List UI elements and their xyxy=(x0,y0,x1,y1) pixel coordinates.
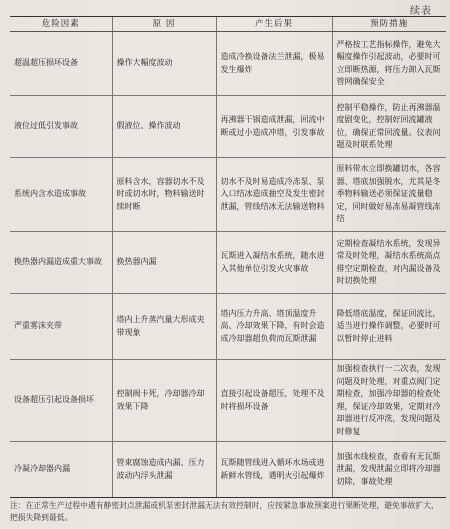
table-row xyxy=(10,232,446,294)
header-consequence: 产生后果 xyxy=(216,17,332,32)
row-factor: 超温超压损坏设备 xyxy=(10,32,112,96)
row-consequence: 瓦斯随管线进入循环水场或进新鲜水管线，遇明火引起爆炸 xyxy=(216,442,332,498)
row-prevention: 加强水线检查，查看有无瓦斯泄漏，发现泄漏立即将冷却器切除，事故处理 xyxy=(332,442,446,498)
row-consequence: 瓦斯进入凝结水系统，随水进入其他单位引发火灾事故 xyxy=(216,232,332,294)
row-factor: 液位过低引发事故 xyxy=(10,96,112,158)
continued-label: 续表 xyxy=(410,6,432,17)
footnote: 注：在正常生产过程中遇有静密封点泄漏或机泵密封泄漏无法有效控制时，应按紧急事故预案进行果断处理，避免事故扩大，把损失降到最低。 xyxy=(10,501,439,522)
table-row xyxy=(10,96,446,158)
row-cause: 控制阀卡死，冷却器冷却效果下降 xyxy=(112,360,216,442)
row-prevention: 严格按工艺指标操作，避免大幅度操作引起波动，必要时可立即断热源，将压力卸入瓦斯管网确保安全 xyxy=(332,32,446,96)
header-cause: 原 因 xyxy=(112,17,216,32)
row-cause: 管束腐蚀造成内漏、压力波动内浮头泄漏 xyxy=(112,442,216,498)
row-factor: 换热器内漏造成重大事故 xyxy=(10,232,112,294)
row-cause: 换热器内漏 xyxy=(112,232,216,294)
table-row xyxy=(10,158,446,232)
table-header-row xyxy=(10,17,446,32)
row-prevention: 定期检查凝结水系统，发现异常及时处理，凝结水系统高点排空定期检查，对内漏设备及时切换处理 xyxy=(332,232,446,294)
row-prevention: 原料带水立即换罐切水，各容器、塔底加强脱水，尤其是冬季物料输送必须保证流量稳定，同时做好易冻易凝管线冻结 xyxy=(332,158,446,232)
row-cause: 假液位、操作波动 xyxy=(112,96,216,158)
table-row xyxy=(10,360,446,442)
row-consequence: 切水不及时易造成冷冻泵、泵入口结冰造成抽空及发生密封泄漏，管线结冰无法输送物料 xyxy=(216,158,332,232)
table-row xyxy=(10,32,446,96)
row-factor: 系统内含水造成事故 xyxy=(10,158,112,232)
row-cause: 原料含水，容器切水不及时或切水时，物料输送时续时断 xyxy=(112,158,216,232)
row-cause: 塔内上升蒸汽量大形成夹带现象 xyxy=(112,294,216,360)
row-prevention: 降低塔底温度，保证回流比，适当进行操作调整，必要时可以暂时停止进料 xyxy=(332,294,446,360)
row-prevention: 加强检查执行一二次表，发现问题及时处理，对重点阀门定期检查，加强冷却器的检查处理，保证冷却效果，定期对冷却器进行反冲洗，发现问题及时修复 xyxy=(332,360,446,442)
risk-table xyxy=(10,16,446,498)
row-factor: 严重雾沫夹带 xyxy=(10,294,112,360)
row-consequence: 再沸器干锅造成泄漏，回流中断或过小造成冲塔，引发事故 xyxy=(216,96,332,158)
table-row xyxy=(10,442,446,498)
row-cause: 操作大幅度波动 xyxy=(112,32,216,96)
row-consequence: 造成冷换设备法兰泄漏，极易发生爆炸 xyxy=(216,32,332,96)
row-factor: 设备超压引起设备损坏 xyxy=(10,360,112,442)
header-factor: 危险因素 xyxy=(10,17,112,32)
row-consequence: 直接引起设备超压，处理不及时将损坏设备 xyxy=(216,360,332,442)
row-factor: 冷凝冷却器内漏 xyxy=(10,442,112,498)
table-row xyxy=(10,294,446,360)
header-prevention: 预防措施 xyxy=(332,17,446,32)
row-prevention: 控制平稳操作，防止再沸器温度剧变化，控制好回流罐液位，确保正常回流量。仪表问题及时联系处理 xyxy=(332,96,446,158)
row-consequence: 塔内压力升高、塔顶温度升高、冷却效果下降，有时会造成冷却器超负荷而瓦斯泄漏 xyxy=(216,294,332,360)
